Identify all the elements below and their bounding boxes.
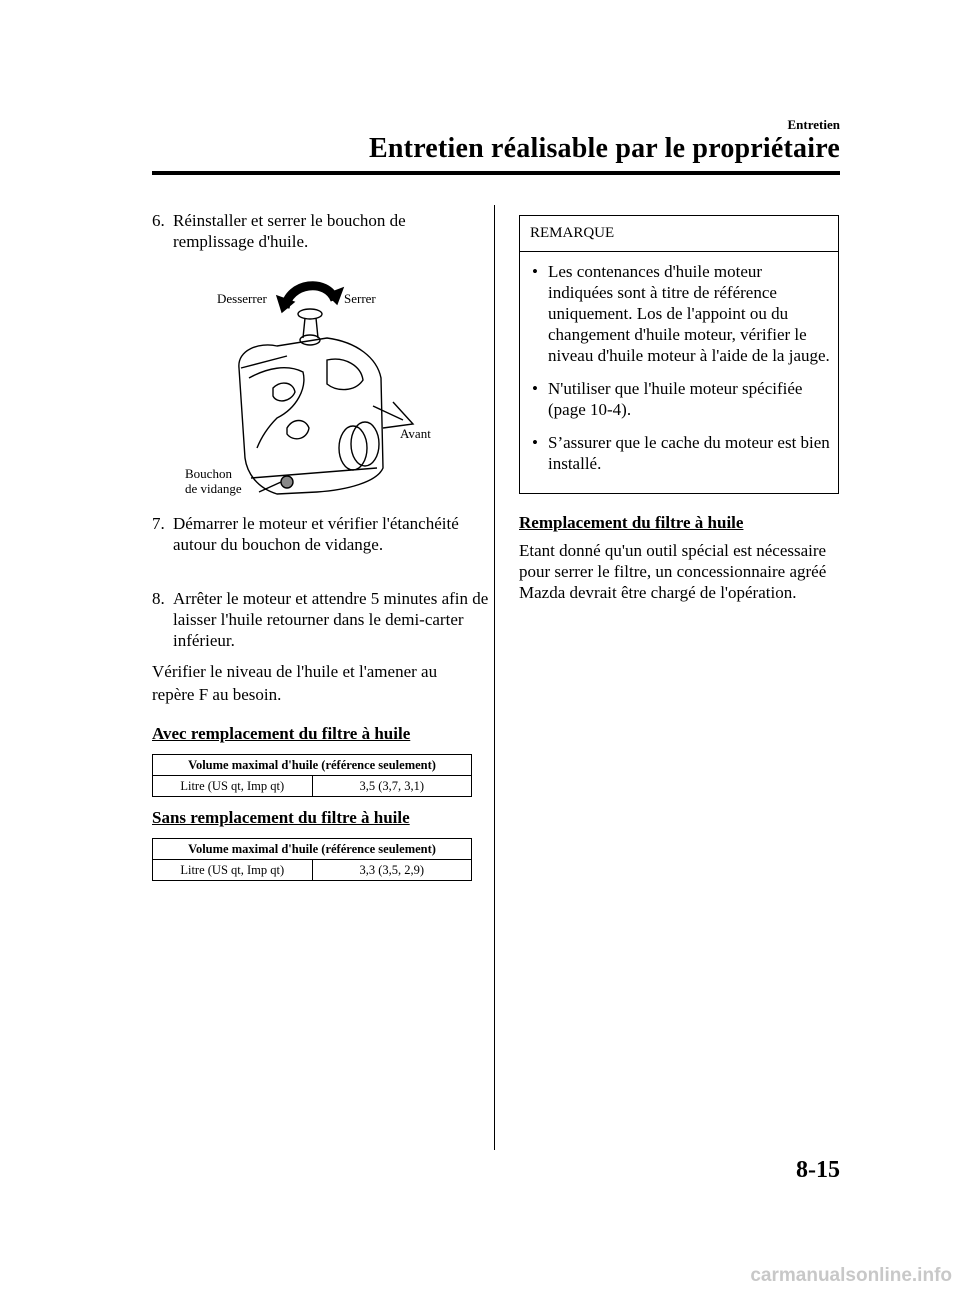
- step-number: 6.: [152, 211, 165, 230]
- step-6: [152, 210, 473, 252]
- table-cell-value: 3,5 (3,7, 3,1): [312, 776, 472, 797]
- section-heading-with-filter: Avec remplacement du filtre à huile: [152, 724, 411, 743]
- step-text: Arrêter le moteur et attendre 5 minutes afin de laisser l'huile retourner dans le demi-carter inférieur.: [173, 589, 489, 650]
- list-item-text: Les contenances d'huile moteur indiquées sont à titre de référence uniquement. Los de l'appoint ou du changement d'huile moteur, vérifier le niveau d'huile moteur à l'aide de la jauge.: [548, 262, 830, 365]
- table-row: [153, 860, 472, 881]
- table-row: [153, 776, 472, 797]
- step-8: [152, 588, 489, 651]
- label-drain-line-2: de vidange: [185, 481, 242, 496]
- table-header: Volume maximal d'huile (référence seulement): [153, 755, 472, 776]
- engine-oil-figure: [177, 268, 452, 508]
- table-row: [153, 755, 472, 776]
- bullet-icon: •: [532, 379, 538, 398]
- list-item: [528, 432, 830, 474]
- step-number: 7.: [152, 514, 165, 533]
- column-divider: [494, 205, 495, 1150]
- label-drain-line-1: Bouchon: [185, 466, 232, 481]
- step-number: 8.: [152, 589, 165, 608]
- table-cell-unit: Litre (US qt, Imp qt): [153, 776, 313, 797]
- list-item: [528, 261, 830, 366]
- label-front: Avant: [400, 426, 431, 441]
- page-title: Entretien réalisable par le propriétaire: [369, 133, 840, 164]
- bullet-icon: •: [532, 433, 538, 452]
- step-text: Réinstaller et serrer le bouchon de remplissage d'huile.: [173, 211, 406, 251]
- header-section-label: Entretien: [787, 117, 840, 132]
- oil-capacity-table-with-filter: [152, 754, 472, 797]
- step-text: Démarrer le moteur et vérifier l'étanchéité autour du bouchon de vidange.: [173, 514, 459, 554]
- table-header: Volume maximal d'huile (référence seulement): [153, 839, 472, 860]
- section-heading-filter-replacement: Remplacement du filtre à huile: [519, 513, 744, 532]
- note-list: [520, 252, 838, 474]
- note-title: REMARQUE: [520, 216, 838, 252]
- list-item-text: S’assurer que le cache du moteur est bien installé.: [548, 433, 830, 473]
- watermark: carmanualsonline.info: [750, 1265, 952, 1286]
- oil-level-paragraph: Vérifier le niveau de l'huile et l'amener au repère F au besoin.: [152, 662, 438, 704]
- list-item: [528, 378, 830, 420]
- table-row: [153, 839, 472, 860]
- label-loosen: Desserrer: [217, 291, 267, 306]
- page-number: 8-15: [796, 1157, 840, 1183]
- label-drain-plug: [185, 466, 242, 496]
- header-rule: [152, 171, 840, 175]
- oil-capacity-table-without-filter: [152, 838, 472, 881]
- section-heading-without-filter: Sans remplacement du filtre à huile: [152, 808, 410, 827]
- list-item-text: N'utiliser que l'huile moteur spécifiée (page 10-4).: [548, 379, 803, 419]
- note-box: [519, 215, 839, 494]
- bullet-icon: •: [532, 262, 538, 281]
- table-cell-unit: Litre (US qt, Imp qt): [153, 860, 313, 881]
- label-tighten: Serrer: [344, 291, 376, 306]
- filter-paragraph: Etant donné qu'un outil spécial est nécessaire pour serrer le filtre, un concessionnaire agréé Mazda devrait être chargé de l'opération.: [519, 541, 827, 602]
- table-cell-value: 3,3 (3,5, 2,9): [312, 860, 472, 881]
- step-7: [152, 513, 473, 555]
